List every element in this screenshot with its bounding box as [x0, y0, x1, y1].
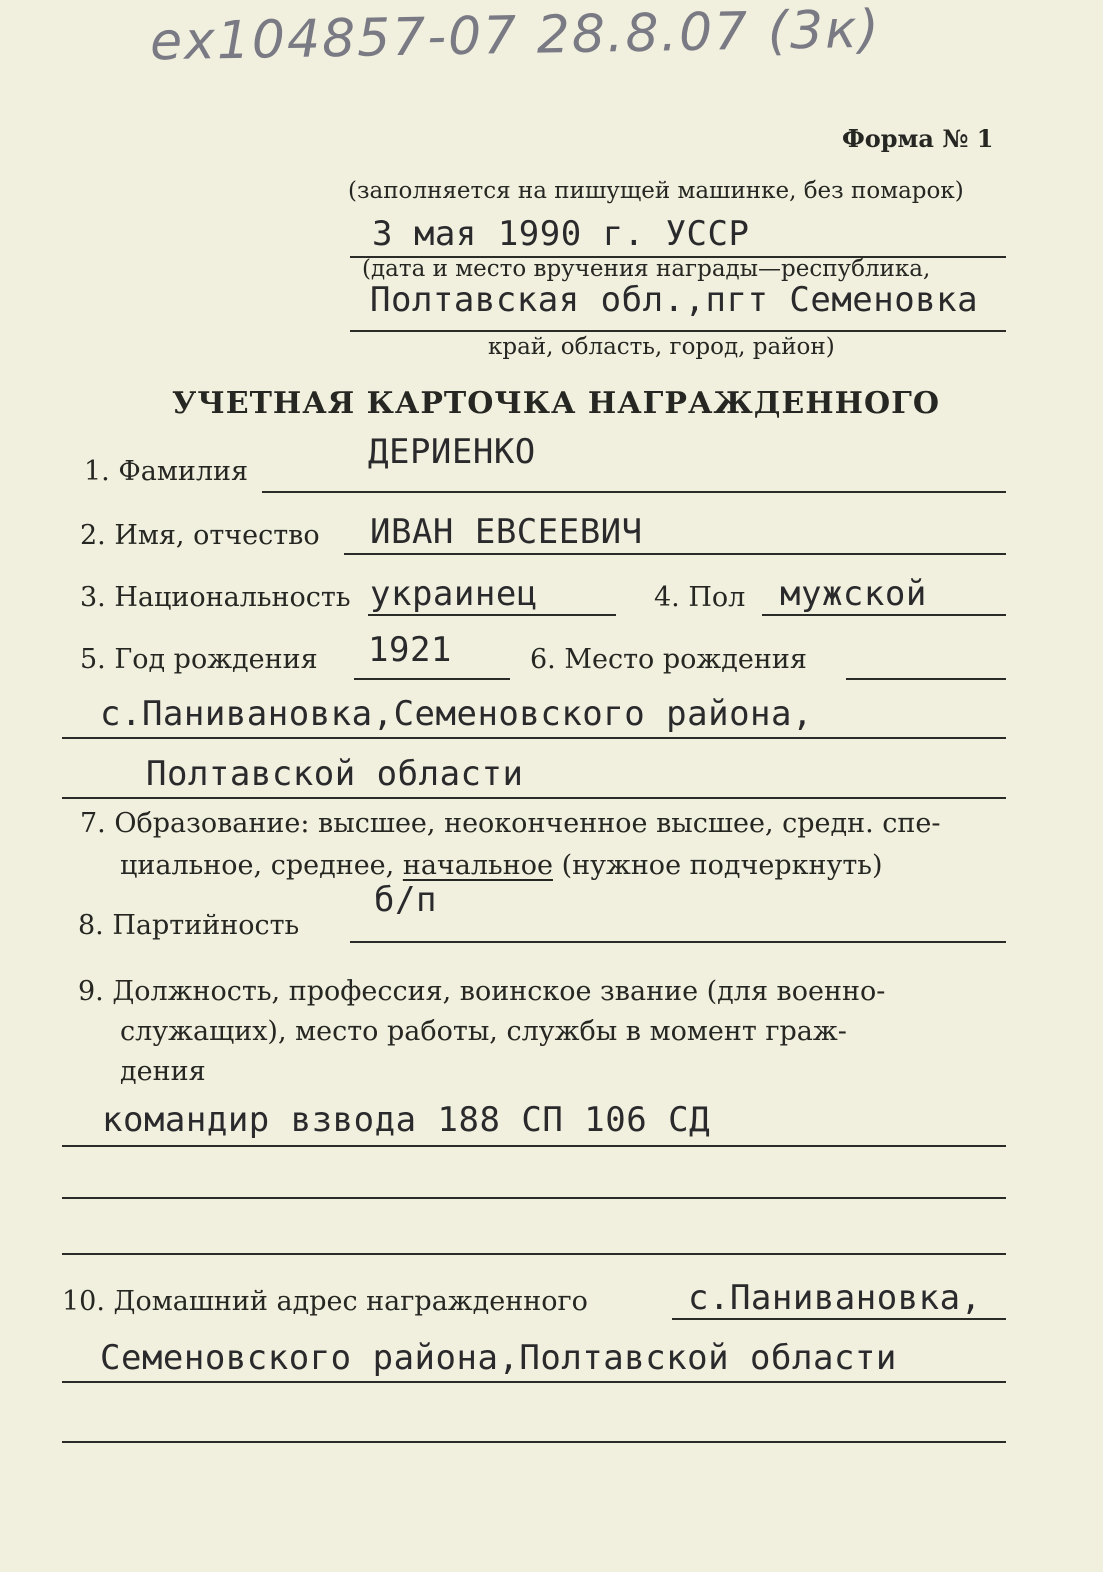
- form-number: Форма № 1: [842, 124, 994, 153]
- birth-place-underline-3: [62, 797, 1006, 799]
- position-underline-2: [62, 1197, 1006, 1199]
- education-selected: начальное: [402, 850, 553, 881]
- position-line-3: дения: [120, 1056, 206, 1087]
- name-value: ИВАН ЕВСЕЕВИЧ: [370, 512, 643, 552]
- sex-value: мужской: [780, 574, 927, 614]
- position-line-1: 9. Должность, профессия, воинское звание (для военно-: [78, 976, 886, 1007]
- card-title: УЧЕТНАЯ КАРТОЧКА НАГРАЖДЕННОГО: [172, 386, 940, 421]
- award-place-caption-1: (дата и место вручения награды—республика,: [362, 256, 931, 282]
- address-value-2: Семеновского района,Полтавской области: [100, 1338, 897, 1378]
- name-label: 2. Имя, отчество: [80, 520, 320, 551]
- position-line-2: служащих), место работы, службы в момент граж-: [120, 1016, 847, 1047]
- handwritten-reference: ex104857-07 28.8.07 (3к): [149, 0, 882, 73]
- birth-place-underline-1: [846, 678, 1006, 680]
- award-date-place: 3 мая 1990 г. УССР: [372, 214, 750, 254]
- surname-underline: [262, 491, 1006, 493]
- address-underline-1: [672, 1318, 1006, 1320]
- surname-value: ДЕРИЕНКО: [368, 432, 536, 472]
- surname-label: 1. Фамилия: [84, 456, 249, 487]
- position-value: командир взвода 188 СП 106 СД: [102, 1100, 711, 1140]
- position-underline-1: [62, 1145, 1006, 1147]
- party-underline: [350, 941, 1006, 943]
- birth-place-underline-2: [62, 737, 1006, 739]
- form-instruction: (заполняется на пишущей машинке, без помарок): [348, 178, 964, 204]
- award-place-caption-2: край, область, город, район): [488, 334, 835, 360]
- name-underline: [344, 553, 1006, 555]
- party-value: б/п: [374, 880, 437, 920]
- birth-place-value-2: Полтавской области: [146, 754, 524, 794]
- education-line-1: 7. Образование: высшее, неоконченное высшее, средн. спе-: [80, 808, 941, 839]
- position-underline-3: [62, 1253, 1006, 1255]
- party-label: 8. Партийность: [78, 910, 300, 941]
- address-value-1: с.Панивановка,: [688, 1278, 982, 1318]
- birth-place-value-1: с.Панивановка,Семеновского района,: [100, 694, 813, 734]
- nationality-value: украинец: [370, 574, 538, 614]
- address-underline-3: [62, 1441, 1006, 1443]
- birth-year-label: 5. Год рождения: [80, 644, 318, 675]
- birth-year-underline: [354, 678, 510, 680]
- award-place-underline: [350, 330, 1006, 332]
- address-underline-2: [62, 1381, 1006, 1383]
- award-place-region: Полтавская обл.,пгт Семеновка: [370, 280, 979, 320]
- sex-underline: [762, 614, 1006, 616]
- birth-year-value: 1921: [368, 630, 452, 670]
- nationality-label: 3. Национальность: [80, 582, 351, 613]
- education-line-2: [120, 850, 883, 881]
- address-label: 10. Домашний адрес награжденного: [62, 1286, 588, 1317]
- birth-place-label: 6. Место рождения: [530, 644, 807, 675]
- nationality-underline: [368, 614, 616, 616]
- education-instruction: (нужное подчеркнуть): [561, 850, 883, 881]
- sex-label: 4. Пол: [654, 582, 746, 613]
- education-option-text: циальное, среднее,: [120, 850, 395, 881]
